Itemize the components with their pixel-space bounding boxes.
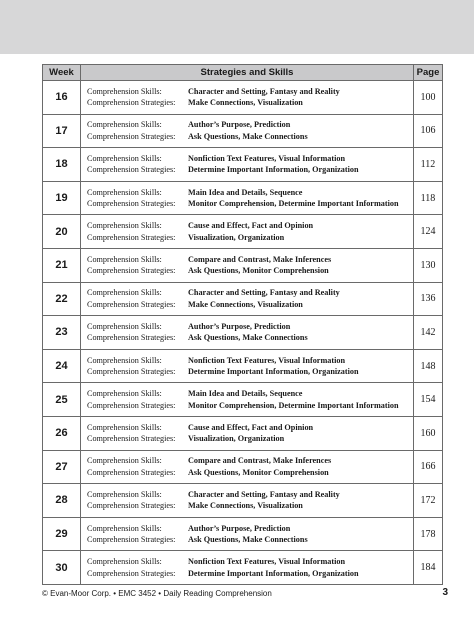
- strategies-line: [87, 332, 413, 344]
- strategies-line: [87, 131, 413, 143]
- strategies-label: Comprehension Strategies:: [87, 165, 176, 175]
- skills-value: Nonfiction Text Features, Visual Information: [188, 557, 346, 567]
- page-ref: 154: [414, 383, 443, 417]
- strategies-cell: [81, 450, 414, 484]
- skills-value: Character and Setting, Fantasy and Reality: [188, 489, 340, 499]
- strategies-value: Make Connections, Visualization: [188, 501, 303, 511]
- skills-label: Comprehension Skills:: [87, 355, 162, 365]
- page-ref: 166: [414, 450, 443, 484]
- skills-label: Comprehension Skills:: [87, 153, 162, 163]
- skills-line: [87, 455, 413, 467]
- page-ref: 142: [414, 316, 443, 350]
- skills-value: Main Idea and Details, Sequence: [188, 389, 303, 399]
- strategies-label: Comprehension Strategies:: [87, 467, 176, 477]
- strategies-line: [87, 568, 413, 580]
- strategies-cell: [81, 349, 414, 383]
- skills-label: Comprehension Skills:: [87, 557, 162, 567]
- strategies-line: [87, 97, 413, 109]
- week-number: 21: [43, 248, 81, 282]
- strategies-line: [87, 164, 413, 176]
- strategies-label: Comprehension Strategies:: [87, 266, 176, 276]
- table-row: [43, 282, 443, 316]
- skills-value: Nonfiction Text Features, Visual Information: [188, 355, 346, 365]
- strategies-value: Make Connections, Visualization: [188, 98, 303, 108]
- strategies-cell: [81, 282, 414, 316]
- header-strategies: Strategies and Skills: [81, 65, 414, 81]
- strategies-label: Comprehension Strategies:: [87, 400, 176, 410]
- skills-line: [87, 388, 413, 400]
- header-page: Page: [414, 65, 443, 81]
- table-row: [43, 114, 443, 148]
- strategies-line: [87, 433, 413, 445]
- skills-label: Comprehension Skills:: [87, 254, 162, 264]
- skills-label: Comprehension Skills:: [87, 120, 162, 130]
- strategies-line: [87, 366, 413, 378]
- strategies-line: [87, 232, 413, 244]
- table-row: [43, 450, 443, 484]
- strategies-cell: [81, 316, 414, 350]
- skills-label: Comprehension Skills:: [87, 288, 162, 298]
- strategies-line: [87, 400, 413, 412]
- footer: [42, 587, 448, 598]
- strategies-line: [87, 198, 413, 210]
- strategies-label: Comprehension Strategies:: [87, 568, 176, 578]
- strategies-value: Make Connections, Visualization: [188, 299, 303, 309]
- strategies-value: Determine Important Information, Organization: [188, 568, 359, 578]
- strategies-cell: [81, 484, 414, 518]
- skills-line: [87, 355, 413, 367]
- skills-value: Cause and Effect, Fact and Opinion: [188, 221, 314, 231]
- skills-line: [87, 489, 413, 501]
- skills-label: Comprehension Skills:: [87, 456, 162, 466]
- skills-value: Compare and Contrast, Make Inferences: [188, 456, 332, 466]
- table-row: [43, 551, 443, 585]
- week-number: 28: [43, 484, 81, 518]
- strategies-value: Determine Important Information, Organization: [188, 165, 359, 175]
- strategies-cell: [81, 181, 414, 215]
- table-row: [43, 416, 443, 450]
- top-band: [0, 0, 474, 54]
- header-week: Week: [43, 65, 81, 81]
- strategies-cell: [81, 383, 414, 417]
- strategies-label: Comprehension Strategies:: [87, 535, 176, 545]
- strategies-label: Comprehension Strategies:: [87, 299, 176, 309]
- week-number: 30: [43, 551, 81, 585]
- strategies-label: Comprehension Strategies:: [87, 367, 176, 377]
- strategies-cell: [81, 517, 414, 551]
- skills-line: [87, 422, 413, 434]
- table-row: [43, 248, 443, 282]
- strategies-cell: [81, 81, 414, 115]
- strategies-label: Comprehension Strategies:: [87, 434, 176, 444]
- strategies-line: [87, 467, 413, 479]
- strategies-value: Visualization, Organization: [188, 434, 285, 444]
- strategies-value: Ask Questions, Make Connections: [188, 131, 308, 141]
- strategies-label: Comprehension Strategies:: [87, 98, 176, 108]
- week-number: 17: [43, 114, 81, 148]
- page-ref: 118: [414, 181, 443, 215]
- strategies-label: Comprehension Strategies:: [87, 199, 176, 209]
- week-number: 19: [43, 181, 81, 215]
- page-ref: 136: [414, 282, 443, 316]
- skills-label: Comprehension Skills:: [87, 86, 162, 96]
- week-number: 27: [43, 450, 81, 484]
- strategies-label: Comprehension Strategies:: [87, 333, 176, 343]
- skills-line: [87, 321, 413, 333]
- skills-label: Comprehension Skills:: [87, 321, 162, 331]
- strategies-value: Ask Questions, Monitor Comprehension: [188, 266, 329, 276]
- strategies-line: [87, 500, 413, 512]
- skills-line: [87, 287, 413, 299]
- skills-line: [87, 187, 413, 199]
- week-number: 24: [43, 349, 81, 383]
- table-header-row: [43, 65, 443, 81]
- footer-credit: © Evan-Moor Corp. • EMC 3452 • Daily Reading Comprehension: [42, 589, 272, 598]
- skills-value: Character and Setting, Fantasy and Reality: [188, 288, 340, 298]
- strategies-line: [87, 265, 413, 277]
- strategies-label: Comprehension Strategies:: [87, 232, 176, 242]
- skills-line: [87, 119, 413, 131]
- table-row: [43, 181, 443, 215]
- strategies-cell: [81, 114, 414, 148]
- page-ref: 148: [414, 349, 443, 383]
- strategies-value: Ask Questions, Make Connections: [188, 333, 308, 343]
- page-ref: 106: [414, 114, 443, 148]
- table-row: [43, 215, 443, 249]
- week-number: 29: [43, 517, 81, 551]
- week-number: 18: [43, 148, 81, 182]
- skills-label: Comprehension Skills:: [87, 523, 162, 533]
- skills-value: Main Idea and Details, Sequence: [188, 187, 303, 197]
- page-ref: 112: [414, 148, 443, 182]
- skills-value: Author’s Purpose, Prediction: [188, 321, 291, 331]
- page-ref: 172: [414, 484, 443, 518]
- table-row: [43, 316, 443, 350]
- table-body: [43, 81, 443, 585]
- week-number: 16: [43, 81, 81, 115]
- strategies-value: Ask Questions, Monitor Comprehension: [188, 467, 329, 477]
- skills-value: Author’s Purpose, Prediction: [188, 120, 291, 130]
- page-number: 3: [442, 587, 448, 598]
- strategies-cell: [81, 148, 414, 182]
- skills-line: [87, 86, 413, 98]
- strategies-value: Monitor Comprehension, Determine Important Information: [188, 400, 399, 410]
- strategies-value: Determine Important Information, Organization: [188, 367, 359, 377]
- table-row: [43, 383, 443, 417]
- strategies-cell: [81, 215, 414, 249]
- strategies-label: Comprehension Strategies:: [87, 131, 176, 141]
- skills-line: [87, 556, 413, 568]
- page-ref: 178: [414, 517, 443, 551]
- skills-value: Nonfiction Text Features, Visual Information: [188, 153, 346, 163]
- skills-line: [87, 523, 413, 535]
- week-number: 26: [43, 416, 81, 450]
- skills-value: Author’s Purpose, Prediction: [188, 523, 291, 533]
- page-ref: 160: [414, 416, 443, 450]
- week-number: 25: [43, 383, 81, 417]
- skills-value: Cause and Effect, Fact and Opinion: [188, 422, 314, 432]
- skills-line: [87, 220, 413, 232]
- table-row: [43, 484, 443, 518]
- page-ref: 184: [414, 551, 443, 585]
- week-number: 20: [43, 215, 81, 249]
- skills-line: [87, 254, 413, 266]
- skills-value: Compare and Contrast, Make Inferences: [188, 254, 332, 264]
- strategies-value: Monitor Comprehension, Determine Important Information: [188, 199, 399, 209]
- strategies-value: Ask Questions, Make Connections: [188, 535, 308, 545]
- strategies-line: [87, 299, 413, 311]
- schedule-table: [42, 64, 443, 585]
- skills-label: Comprehension Skills:: [87, 187, 162, 197]
- skills-label: Comprehension Skills:: [87, 422, 162, 432]
- week-number: 23: [43, 316, 81, 350]
- table-row: [43, 81, 443, 115]
- table-row: [43, 349, 443, 383]
- strategies-line: [87, 534, 413, 546]
- strategies-label: Comprehension Strategies:: [87, 501, 176, 511]
- skills-label: Comprehension Skills:: [87, 489, 162, 499]
- strategies-value: Visualization, Organization: [188, 232, 285, 242]
- strategies-cell: [81, 551, 414, 585]
- skills-line: [87, 153, 413, 165]
- week-number: 22: [43, 282, 81, 316]
- table-row: [43, 517, 443, 551]
- page-ref: 100: [414, 81, 443, 115]
- skills-label: Comprehension Skills:: [87, 389, 162, 399]
- page-ref: 124: [414, 215, 443, 249]
- table-row: [43, 148, 443, 182]
- skills-value: Character and Setting, Fantasy and Reality: [188, 86, 340, 96]
- strategies-cell: [81, 416, 414, 450]
- strategies-cell: [81, 248, 414, 282]
- page-ref: 130: [414, 248, 443, 282]
- skills-label: Comprehension Skills:: [87, 221, 162, 231]
